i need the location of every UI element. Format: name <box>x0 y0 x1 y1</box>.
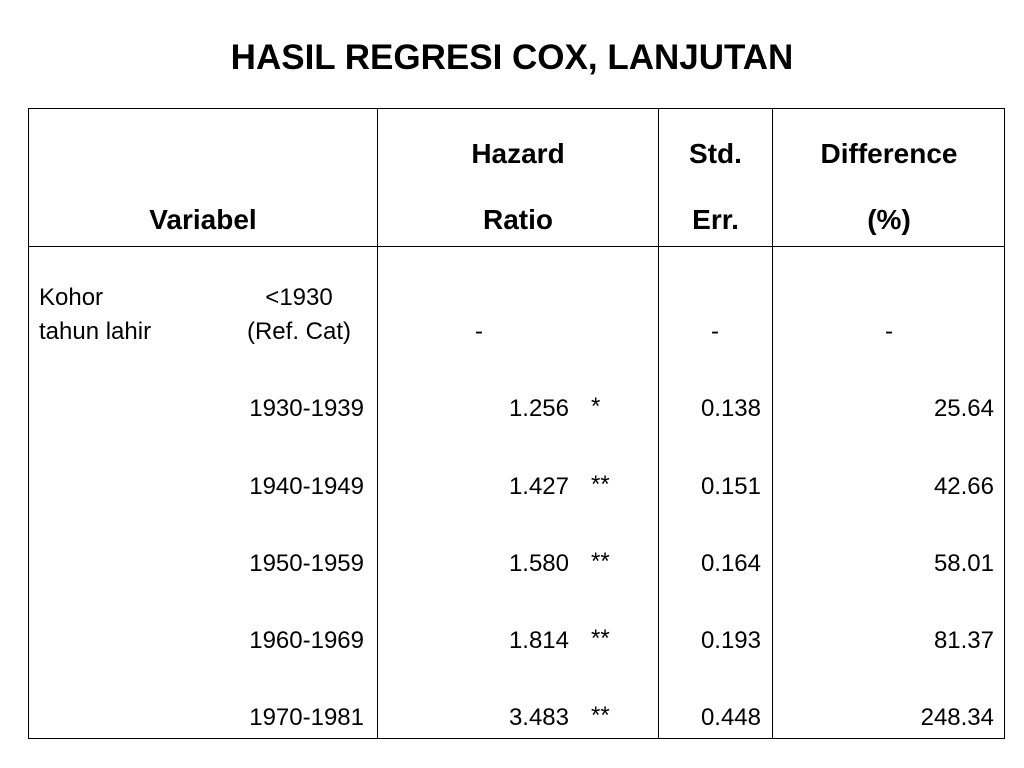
regression-table <box>28 108 1005 739</box>
row-stderr: 0.151 <box>700 473 761 500</box>
row-significance: ** <box>591 548 610 575</box>
header-stderr-line1: Std. <box>689 138 742 169</box>
column-divider <box>377 109 378 738</box>
row-significance: ** <box>591 702 610 729</box>
row-hazard: 1.427 <box>508 473 569 500</box>
ref-category-line2: (Ref. Cat) <box>246 318 351 345</box>
row-difference: 25.64 <box>933 395 994 422</box>
row-hazard: 3.483 <box>508 704 569 731</box>
row-difference: 248.34 <box>920 704 994 731</box>
ref-stderr: - <box>711 318 719 345</box>
row-stderr: 0.164 <box>700 550 761 577</box>
column-divider <box>772 109 773 738</box>
header-stderr-line2: Err. <box>692 204 739 235</box>
row-stderr: 0.448 <box>700 704 761 731</box>
row-stderr: 0.193 <box>700 627 761 654</box>
row-difference: 58.01 <box>933 550 994 577</box>
row-hazard: 1.580 <box>508 550 569 577</box>
row-significance: * <box>591 393 601 420</box>
row-hazard: 1.814 <box>508 627 569 654</box>
row-category: 1970-1981 <box>249 704 364 731</box>
row-significance: ** <box>591 471 610 498</box>
row-category: 1940-1949 <box>249 473 364 500</box>
ref-category-line1: <1930 <box>265 284 333 311</box>
row-category: 1950-1959 <box>249 550 364 577</box>
header-difference-line2: (%) <box>867 204 911 235</box>
header-hazard-line1: Hazard <box>471 138 565 169</box>
column-divider <box>658 109 659 738</box>
ref-hazard: - <box>475 318 483 345</box>
header-difference-line1: Difference <box>820 138 958 169</box>
group-label-line1: Kohor <box>39 284 104 311</box>
header-hazard-line2: Ratio <box>483 204 553 235</box>
header-variabel: Variabel <box>149 204 257 235</box>
row-stderr: 0.138 <box>700 395 761 422</box>
row-difference: 81.37 <box>933 627 994 654</box>
row-significance: ** <box>591 625 610 652</box>
group-label-line2: tahun lahir <box>39 318 152 345</box>
ref-difference: - <box>885 318 893 345</box>
row-category: 1960-1969 <box>249 627 364 654</box>
row-category: 1930-1939 <box>249 395 364 422</box>
header-divider <box>29 246 1004 247</box>
row-difference: 42.66 <box>933 473 994 500</box>
page-title: HASIL REGRESI COX, LANJUTAN <box>230 38 794 77</box>
row-hazard: 1.256 <box>508 395 569 422</box>
